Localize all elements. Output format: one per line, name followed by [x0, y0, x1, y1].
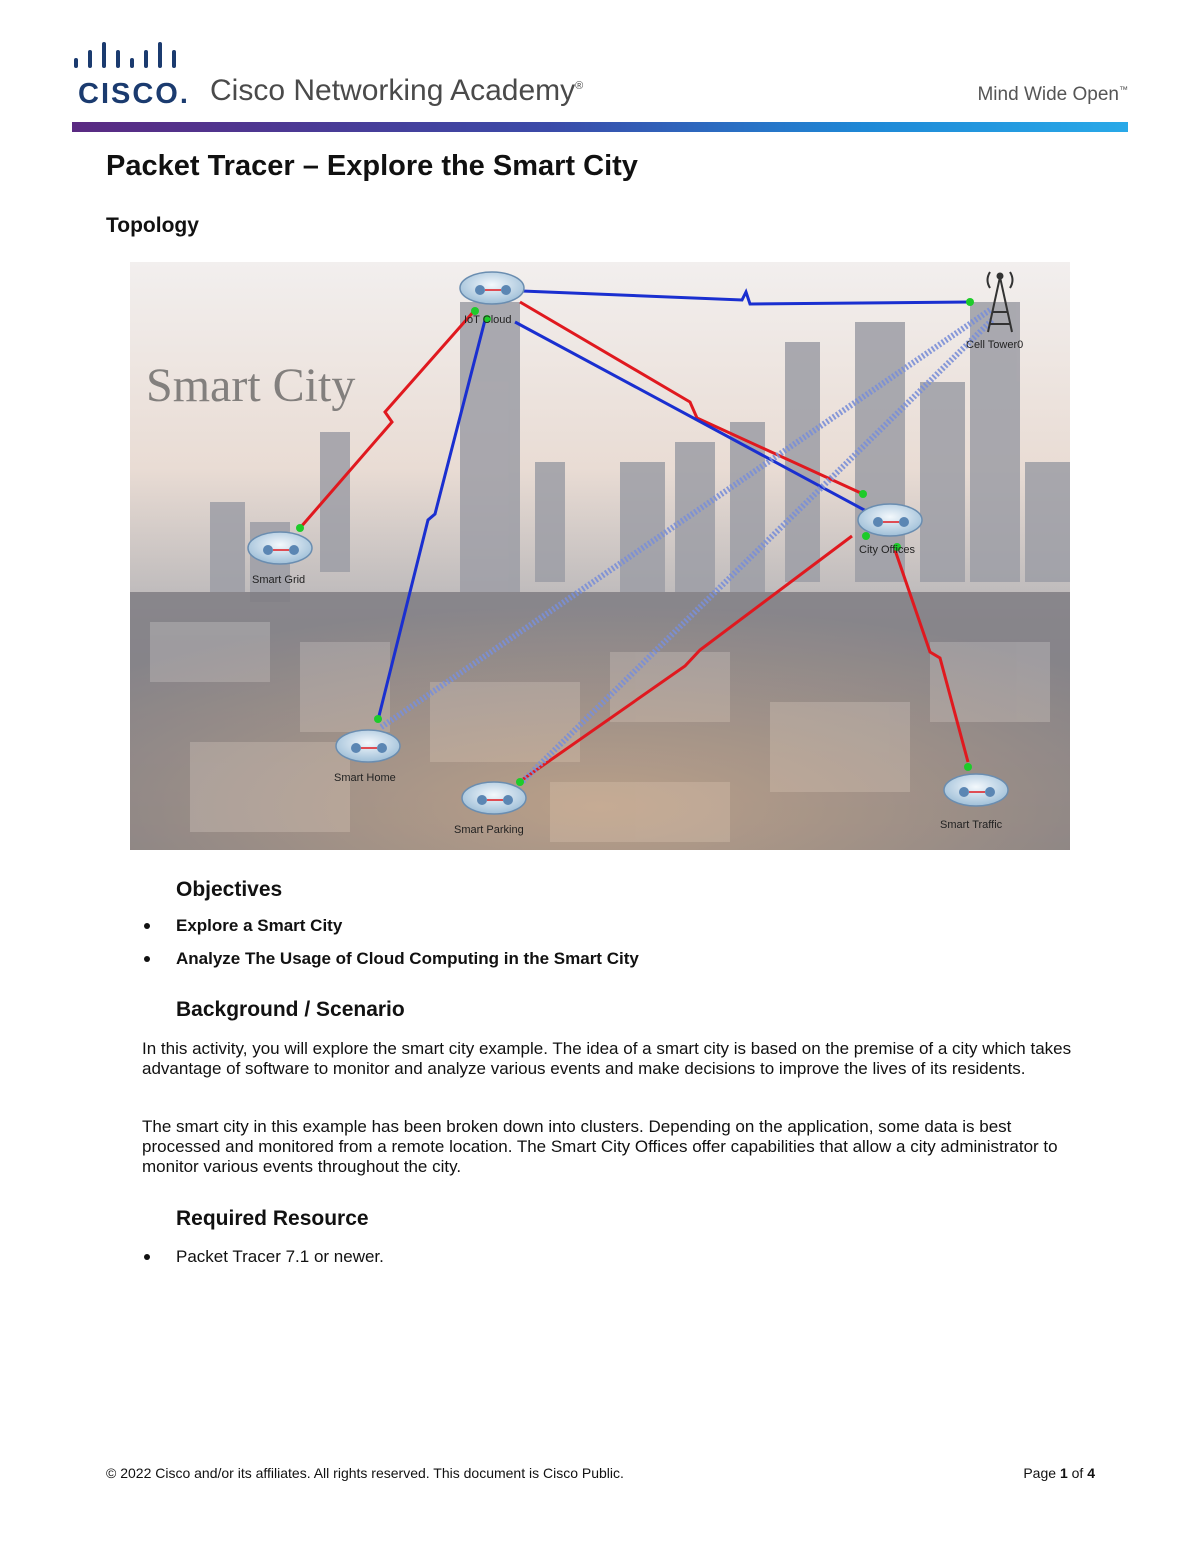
- background-paragraph-2: The smart city in this example has been broken down into clusters. Depending on the application, some data is best processed and monitored from a remote location. The Smart City Offices offer capabilities that allow a city administrator to monitor various events throughout the city.: [142, 1117, 1058, 1176]
- resources-list: [144, 1247, 384, 1267]
- cisco-wordmark: CISCO.: [78, 78, 190, 110]
- background-heading: Background / Scenario: [176, 998, 405, 1021]
- objectives-heading: Objectives: [176, 878, 283, 901]
- list-item: Analyze The Usage of Cloud Computing in the Smart City: [144, 949, 639, 969]
- node-label-cell-tower: Cell Tower0: [966, 339, 1024, 351]
- node-city-offices[interactable]: [858, 504, 922, 556]
- cloud-router-icon: [460, 272, 524, 304]
- list-item: Explore a Smart City: [144, 916, 639, 936]
- footer-copyright: © 2022 Cisco and/or its affiliates. All rights reserved. This document is Cisco Public.: [106, 1465, 624, 1481]
- tagline: Mind Wide Open™: [977, 84, 1128, 105]
- cloud-router-icon: [944, 774, 1008, 806]
- node-smart-grid[interactable]: [248, 532, 312, 586]
- objectives-list: [144, 916, 639, 969]
- background-paragraph-1: In this activity, you will explore the smart city example. The idea of a smart city is based on the premise of a city which takes advantage of software to monitor and analyze various events and make decisions to improve the lives of its residents.: [142, 1039, 1072, 1078]
- topology-diagram: [130, 262, 1070, 850]
- header-gradient-rule: [72, 122, 1128, 132]
- cloud-router-icon: [336, 730, 400, 762]
- document-title: Packet Tracer – Explore the Smart City: [106, 150, 638, 182]
- node-label-smart-grid: Smart Grid: [252, 574, 306, 586]
- cloud-router-icon: [858, 504, 922, 536]
- node-smart-home[interactable]: [334, 730, 400, 784]
- node-label-iot-cloud: IoT Cloud: [464, 314, 512, 326]
- node-label-smart-home: Smart Home: [334, 772, 396, 784]
- academy-name: Cisco Networking Academy®: [210, 74, 584, 107]
- node-label-city-offices: City Offices: [859, 544, 916, 556]
- topology-heading: Topology: [106, 214, 199, 237]
- cloud-router-icon: [248, 532, 312, 564]
- footer-page-number: Page 1 of 4: [1023, 1465, 1095, 1481]
- cloud-router-icon: [462, 782, 526, 814]
- required-resource-heading: Required Resource: [176, 1207, 369, 1230]
- smart-city-watermark: Smart City: [146, 359, 356, 412]
- page-header: [72, 40, 1128, 132]
- list-item: Packet Tracer 7.1 or newer.: [144, 1247, 384, 1267]
- node-label-smart-parking: Smart Parking: [454, 824, 524, 836]
- node-label-smart-traffic: Smart Traffic: [940, 819, 1003, 831]
